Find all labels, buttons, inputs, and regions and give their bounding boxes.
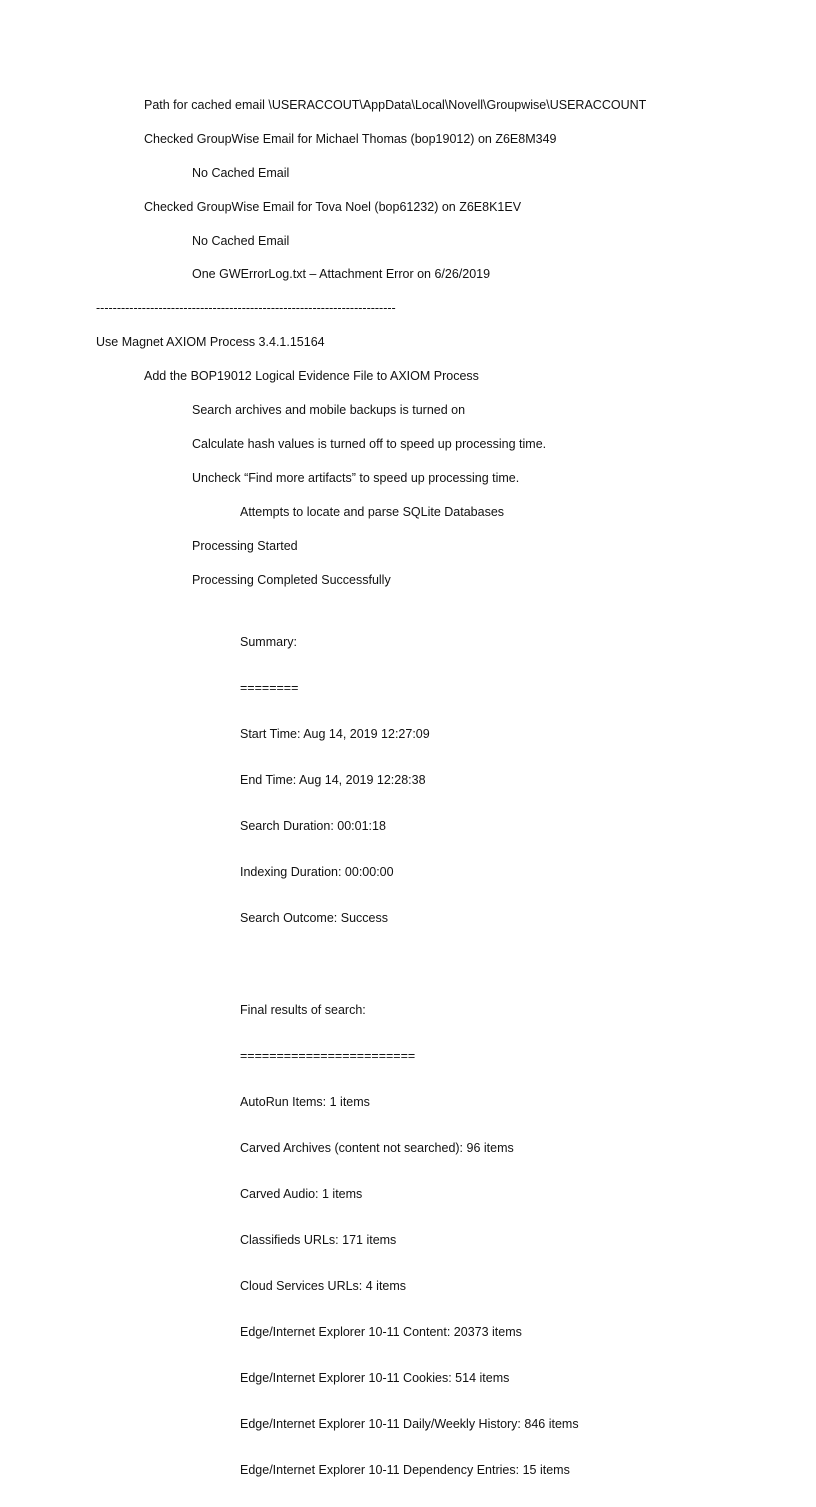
spacer [240, 955, 579, 973]
summary-heading: Summary: [240, 635, 297, 649]
results-rule: ======================== [240, 1049, 416, 1063]
result-item: Edge/Internet Explorer 10-11 Content: 20373 items [240, 1325, 522, 1339]
cache-path-line: Path for cached email \USERACCOUT\AppData\Local\Novell\Groupwise\USERACCOUNT [144, 98, 647, 112]
search-duration: Search Duration: 00:01:18 [240, 819, 386, 833]
hash-setting-line: Calculate hash values is turned off to speed up processing time. [192, 437, 547, 451]
start-time: Start Time: Aug 14, 2019 12:27:09 [240, 727, 430, 741]
processing-started-line: Processing Started [192, 539, 298, 553]
processing-completed-line: Processing Completed Successfully [192, 573, 391, 587]
result-item: Classifieds URLs: 171 items [240, 1233, 397, 1247]
result-item: Edge/Internet Explorer 10-11 Daily/Weekly History: 846 items [240, 1417, 579, 1431]
result-item: Carved Archives (content not searched): 96 items [240, 1141, 514, 1155]
sqlite-line: Attempts to locate and parse SQLite Databases [240, 505, 505, 519]
separator-line: ------------------------------------------------------------------------ [96, 301, 396, 315]
summary-rule: ======== [240, 681, 299, 695]
search-archives-line: Search archives and mobile backups is turned on [192, 403, 466, 417]
no-cache-line: No Cached Email [192, 234, 290, 248]
indexing-duration: Indexing Duration: 00:00:00 [240, 865, 394, 879]
search-outcome: Search Outcome: Success [240, 911, 388, 925]
end-time: End Time: Aug 14, 2019 12:28:38 [240, 773, 426, 787]
uncheck-artifacts-line: Uncheck “Find more artifacts” to speed up processing time. [192, 471, 520, 485]
result-item: AutoRun Items: 1 items [240, 1095, 370, 1109]
add-evidence-line: Add the BOP19012 Logical Evidence File to AXIOM Process [144, 369, 479, 383]
result-item: Carved Audio: 1 items [240, 1187, 363, 1201]
groupwise-check-line: Checked GroupWise Email for Tova Noel (bop61232) on Z6E8K1EV [144, 200, 522, 214]
summary-block [240, 605, 579, 1507]
no-cache-line: No Cached Email [192, 166, 290, 180]
axiom-heading: Use Magnet AXIOM Process 3.4.1.15164 [96, 335, 325, 349]
result-item: Edge/Internet Explorer 10-11 Dependency Entries: 15 items [240, 1463, 570, 1477]
result-item: Edge/Internet Explorer 10-11 Cookies: 514 items [240, 1371, 510, 1385]
error-log-line: One GWErrorLog.txt – Attachment Error on 6/26/2019 [192, 267, 491, 281]
groupwise-check-line: Checked GroupWise Email for Michael Thomas (bop19012) on Z6E8M349 [144, 132, 557, 146]
result-item: Cloud Services URLs: 4 items [240, 1279, 407, 1293]
results-heading: Final results of search: [240, 1003, 366, 1017]
